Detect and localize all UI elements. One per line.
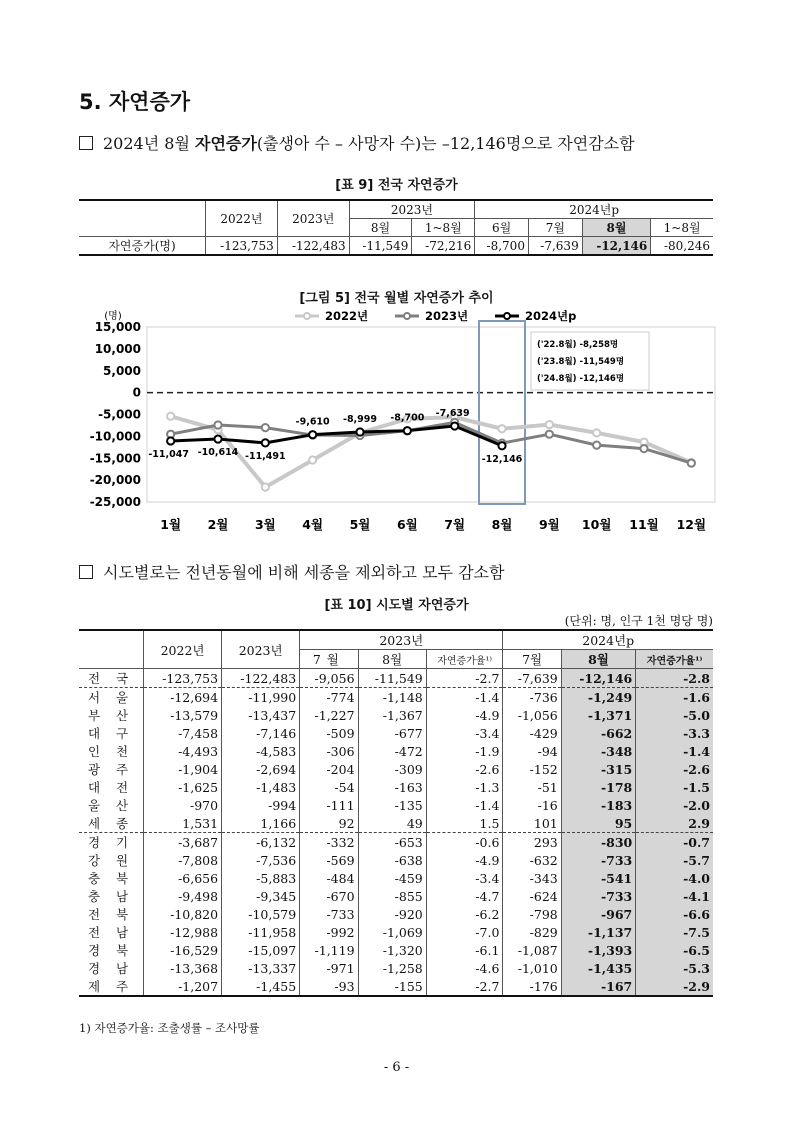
table10-cell: 2.9: [636, 814, 713, 833]
table10-cell: 49: [358, 814, 426, 833]
table10-cell: -1,371: [561, 706, 636, 724]
table10-cell: -16,529: [144, 941, 222, 959]
table10-cell: -7,639: [503, 669, 561, 688]
series-point-0: [167, 413, 174, 420]
table10-cell: -11,549: [358, 669, 426, 688]
table10-cell: -541: [561, 869, 636, 887]
x-tick-label: 2월: [207, 517, 229, 532]
table10-region: 충 남: [79, 887, 144, 905]
table10-region: 대 구: [79, 724, 144, 742]
table10: [79, 629, 713, 997]
table9-h-2024-grp: 2024년p: [475, 200, 713, 219]
series-point-1: [262, 424, 269, 431]
table10-cell: -429: [503, 724, 561, 742]
table10-region: 세 종: [79, 814, 144, 833]
data-label: -10,614: [197, 447, 239, 459]
table10-row: [79, 887, 713, 905]
series-point-2: [309, 431, 316, 438]
table10-cell: -733: [561, 851, 636, 869]
table10-cell: -0.6: [426, 833, 503, 852]
table10-cell: 1,166: [222, 814, 300, 833]
series-point-0: [593, 429, 600, 436]
table10-cell: -7.0: [426, 923, 503, 941]
table9-sub: 8월: [582, 219, 651, 237]
annotation-text: ('23.8월) -11,549명: [537, 357, 625, 367]
table10-cell: -178: [561, 778, 636, 796]
table10-cell: -4.6: [426, 959, 503, 977]
table10-cell: -7,146: [222, 724, 300, 742]
table10-row: [79, 833, 713, 852]
x-tick-label: 6월: [396, 517, 418, 532]
table10-row: [79, 869, 713, 887]
table10-cell: 1,531: [144, 814, 222, 833]
table10-cell: -1,148: [358, 688, 426, 707]
x-tick-label: 5월: [349, 517, 371, 532]
data-label: -7,639: [435, 408, 470, 420]
table10-cell: -5.0: [636, 706, 713, 724]
footnote: 1) 자연증가율: 조출생률 – 조사망률: [79, 1021, 260, 1035]
series-point-0: [498, 425, 505, 432]
table10-cell: -6.2: [426, 905, 503, 923]
y-axis-label: (명): [104, 311, 122, 322]
table10-cell: -798: [503, 905, 561, 923]
table10-cell: -7.5: [636, 923, 713, 941]
table10-region: 인 천: [79, 742, 144, 760]
table10-cell: -51: [503, 778, 561, 796]
table9-sub: 6월: [475, 219, 529, 237]
table10-region: 서 울: [79, 688, 144, 707]
table9-sub: 1~8월: [412, 219, 475, 237]
table10-cell: -1.4: [426, 688, 503, 707]
table10-region: 경 북: [79, 941, 144, 959]
table10-row: [79, 905, 713, 923]
table10-cell: -7,458: [144, 724, 222, 742]
table10-cell: -1,320: [358, 941, 426, 959]
table10-cell: -1,069: [358, 923, 426, 941]
table10-cell: -10,579: [222, 905, 300, 923]
table10-cell: -2.6: [636, 760, 713, 778]
table10-cell: -970: [144, 796, 222, 814]
table10-corner: [79, 630, 144, 669]
table10-cell: -632: [503, 851, 561, 869]
table10-cell: -4.1: [636, 887, 713, 905]
series-point-2: [404, 427, 411, 434]
table10-cell: -920: [358, 905, 426, 923]
table10-cell: 1.5: [426, 814, 503, 833]
table10-cell: -7,536: [222, 851, 300, 869]
table10-cell: -9,345: [222, 887, 300, 905]
table10-cell: -1,207: [144, 977, 222, 996]
table10-region: 전 북: [79, 905, 144, 923]
table10-cell: -12,146: [561, 669, 636, 688]
table10-region: 경 기: [79, 833, 144, 852]
table10-cell: -6.5: [636, 941, 713, 959]
table10-cell: 293: [503, 833, 561, 852]
y-tick-label: -5,000: [98, 407, 141, 422]
table10-cell: -2,694: [222, 760, 300, 778]
table10-cell: -204: [300, 760, 358, 778]
table10-cell: -994: [222, 796, 300, 814]
series-point-1: [593, 442, 600, 449]
table10-cell: -733: [561, 887, 636, 905]
table10-cell: -12,988: [144, 923, 222, 941]
table10-cell: -13,337: [222, 959, 300, 977]
table10-cell: -183: [561, 796, 636, 814]
legend-label: 2023년: [425, 309, 469, 323]
table10-region: 대 전: [79, 778, 144, 796]
table9-cell: -8,700: [475, 237, 529, 256]
legend-marker: [504, 313, 510, 319]
table10-cell: -332: [300, 833, 358, 852]
table10-cell: -6,656: [144, 869, 222, 887]
table9-sub: 8월: [349, 219, 412, 237]
table10-region: 전 남: [79, 923, 144, 941]
table10-cell: -1.4: [636, 742, 713, 760]
table10-cell: -13,579: [144, 706, 222, 724]
y-tick-label: 5,000: [103, 363, 141, 378]
table10-cell: -1,087: [503, 941, 561, 959]
x-tick-label: 1월: [160, 517, 182, 532]
table10-cell: -1,137: [561, 923, 636, 941]
table10-cell: -992: [300, 923, 358, 941]
table10-unit: (단위: 명, 인구 1천 명당 명): [564, 614, 713, 628]
table10-body: [79, 669, 713, 997]
table10-cell: -774: [300, 688, 358, 707]
table10-h-2024-grp: 2024년p: [503, 630, 713, 650]
table10-cell: -1.9: [426, 742, 503, 760]
table10-cell: -9,498: [144, 887, 222, 905]
summary-bullet-2: [79, 560, 504, 583]
table10-cell: -830: [561, 833, 636, 852]
table10-cell: -1,249: [561, 688, 636, 707]
x-tick-label: 11월: [629, 517, 659, 532]
table10-cell: -3.4: [426, 724, 503, 742]
table10-cell: -7,808: [144, 851, 222, 869]
table10-cell: -1,010: [503, 959, 561, 977]
table10-cell: -1.5: [636, 778, 713, 796]
table10-cell: -5,883: [222, 869, 300, 887]
annotation-text: ('22.8월) -8,258명: [537, 340, 619, 350]
table10-cell: -677: [358, 724, 426, 742]
figure5-caption: [그림 5] 전국 월별 자연증가 추이: [299, 291, 494, 306]
table10-cell: -736: [503, 688, 561, 707]
table10-cell: -3.3: [636, 724, 713, 742]
table10-row: [79, 724, 713, 742]
checkbox-square-icon: [79, 565, 93, 579]
table10-cell: -155: [358, 977, 426, 996]
data-label: -9,610: [295, 416, 330, 428]
table10-cell: -1,258: [358, 959, 426, 977]
table10-row: [79, 851, 713, 869]
table9-cell: -122,483: [277, 237, 349, 256]
table10-region: 강 원: [79, 851, 144, 869]
x-tick-label: 3월: [254, 517, 276, 532]
series-point-2: [167, 437, 174, 444]
table10-cell: -3.4: [426, 869, 503, 887]
summary-bullet-1: [79, 131, 635, 154]
table10-cell: -1,393: [561, 941, 636, 959]
series-point-0: [262, 484, 269, 491]
table10-cell: -1,056: [503, 706, 561, 724]
table10-cell: 95: [561, 814, 636, 833]
table9-cell: -11,549: [349, 237, 412, 256]
series-point-1: [688, 459, 695, 466]
table10-cell: -11,958: [222, 923, 300, 941]
table10-cell: -11,990: [222, 688, 300, 707]
table10-cell: 101: [503, 814, 561, 833]
section-title: 5. 자연증가: [79, 90, 191, 114]
checkbox-square-icon: [79, 136, 93, 150]
table10-cell: -4.7: [426, 887, 503, 905]
bullet1-rest: (출생아 수 – 사망자 수)는 –12,146명으로 자연감소함: [256, 134, 635, 153]
table9-row-label: 자연증가(명): [79, 237, 206, 256]
table10-cell: -733: [300, 905, 358, 923]
y-tick-label: -20,000: [89, 473, 141, 488]
table9-cell: -12,146: [582, 237, 651, 256]
table10-row: [79, 760, 713, 778]
table10-sub: 자연증가율¹⁾: [636, 650, 713, 669]
bullet2-text: 시도별로는 전년동월에 비해 세종을 제외하고 모두 감소함: [103, 563, 505, 582]
table10-row: [79, 941, 713, 959]
table10-h-2022: 2022년: [144, 630, 222, 669]
data-label: -8,999: [343, 413, 377, 425]
x-tick-label: 12월: [676, 517, 707, 532]
table10-region: 경 남: [79, 959, 144, 977]
table10-cell: -176: [503, 977, 561, 996]
table10-cell: -122,483: [222, 669, 300, 688]
table9-cell: -80,246: [651, 237, 713, 256]
table10-cell: -4,583: [222, 742, 300, 760]
table10-region: 부 산: [79, 706, 144, 724]
table10-cell: -653: [358, 833, 426, 852]
table10-cell: -309: [358, 760, 426, 778]
bullet1-bold: 자연증가: [194, 134, 257, 153]
series-point-0: [546, 421, 553, 428]
series-point-2: [214, 435, 221, 442]
table10-cell: -1,483: [222, 778, 300, 796]
legend-marker: [304, 313, 310, 319]
table10-cell: -4.9: [426, 706, 503, 724]
table10-cell: -2.9: [636, 977, 713, 996]
table10-cell: -1.3: [426, 778, 503, 796]
table10-cell: -4,493: [144, 742, 222, 760]
table10-cell: -1,904: [144, 760, 222, 778]
table10-cell: -167: [561, 977, 636, 996]
table10-row: [79, 923, 713, 941]
table10-cell: -5.3: [636, 959, 713, 977]
table10-cell: -343: [503, 869, 561, 887]
table10-cell: -1,625: [144, 778, 222, 796]
table10-cell: -638: [358, 851, 426, 869]
legend-marker: [404, 313, 410, 319]
x-tick-label: 9월: [538, 517, 560, 532]
table9-h-2023: 2023년: [277, 200, 349, 237]
y-tick-label: 0: [132, 385, 141, 400]
annotation-text: ('24.8월) -12,146명: [537, 374, 625, 384]
table10-cell: -315: [561, 760, 636, 778]
table10-cell: -111: [300, 796, 358, 814]
table10-cell: -348: [561, 742, 636, 760]
table10-cell: -2.8: [636, 669, 713, 688]
table10-h-2023-grp: 2023년: [300, 630, 503, 650]
table10-cell: -135: [358, 796, 426, 814]
x-tick-label: 10월: [581, 517, 612, 532]
table10-cell: -624: [503, 887, 561, 905]
table9-caption: [표 9] 전국 자연증가: [335, 178, 458, 193]
table10-cell: -4.9: [426, 851, 503, 869]
table9-h-2022: 2022년: [206, 200, 278, 237]
table10-caption: [표 10] 시도별 자연증가: [324, 598, 469, 613]
table10-cell: -2.6: [426, 760, 503, 778]
table10-cell: -16: [503, 796, 561, 814]
table10-row: [79, 669, 713, 688]
table10-row: [79, 796, 713, 814]
legend-label: 2022년: [325, 309, 369, 323]
chart-svg: [75, 305, 720, 540]
table10-row: [79, 706, 713, 724]
legend-label: 2024년p: [525, 309, 577, 323]
table10-row: [79, 959, 713, 977]
table10-cell: -5.7: [636, 851, 713, 869]
table10-cell: -855: [358, 887, 426, 905]
x-tick-label: 8월: [491, 517, 513, 532]
table10-sub: 7월: [503, 650, 561, 669]
table10-cell: -15,097: [222, 941, 300, 959]
table10-cell: -3,687: [144, 833, 222, 852]
table10-row: [79, 688, 713, 707]
table10-cell: -1,227: [300, 706, 358, 724]
series-point-1: [640, 445, 647, 452]
table10-cell: -459: [358, 869, 426, 887]
table10-sub: 7월: [300, 650, 358, 669]
table10-cell: -12,694: [144, 688, 222, 707]
table10-sub: 자연증가율¹⁾: [426, 650, 503, 669]
table10-cell: -9,056: [300, 669, 358, 688]
table10-cell: -306: [300, 742, 358, 760]
y-tick-label: -25,000: [89, 495, 141, 509]
table10-region: 울 산: [79, 796, 144, 814]
series-point-1: [546, 431, 553, 438]
table10-row: [79, 778, 713, 796]
series-point-2: [262, 439, 269, 446]
y-tick-label: 15,000: [94, 320, 141, 334]
y-tick-label: -10,000: [89, 429, 141, 444]
table10-cell: -971: [300, 959, 358, 977]
table10-cell: -123,753: [144, 669, 222, 688]
table10-cell: -1,119: [300, 941, 358, 959]
table10-row: [79, 814, 713, 833]
line-chart: [75, 305, 720, 540]
table10-cell: -4.0: [636, 869, 713, 887]
table10-row: [79, 742, 713, 760]
table10-cell: -6,132: [222, 833, 300, 852]
table10-cell: -0.7: [636, 833, 713, 852]
page-number: - 6 -: [383, 1060, 410, 1075]
series-point-0: [309, 456, 316, 463]
table9-cell: -123,753: [206, 237, 278, 256]
table9-cell: -7,639: [528, 237, 582, 256]
table10-cell: -472: [358, 742, 426, 760]
series-point-2: [451, 422, 458, 429]
table10-cell: -6.6: [636, 905, 713, 923]
table9-cell: -72,216: [412, 237, 475, 256]
table9-sub: 1~8월: [651, 219, 713, 237]
table10-sub: 8월: [561, 650, 636, 669]
table10-cell: -662: [561, 724, 636, 742]
table10-cell: -6.1: [426, 941, 503, 959]
table10-region: 제 주: [79, 977, 144, 996]
y-tick-label: 10,000: [94, 341, 141, 356]
table10-cell: -484: [300, 869, 358, 887]
data-label: -11,047: [148, 448, 189, 460]
table10-cell: -967: [561, 905, 636, 923]
table9-h-2023-grp: 2023년: [349, 200, 475, 219]
table10-region: 충 북: [79, 869, 144, 887]
table10-h-2023: 2023년: [222, 630, 300, 669]
series-point-2: [356, 428, 363, 435]
x-tick-label: 4월: [302, 517, 324, 532]
table10-cell: -569: [300, 851, 358, 869]
table10-cell: -1,435: [561, 959, 636, 977]
table10-cell: -10,820: [144, 905, 222, 923]
data-label: -11,491: [245, 450, 286, 462]
table10-cell: -93: [300, 977, 358, 996]
table10-cell: -1,367: [358, 706, 426, 724]
table10-cell: -1,455: [222, 977, 300, 996]
table10-cell: -829: [503, 923, 561, 941]
table10-cell: -163: [358, 778, 426, 796]
table9: [79, 199, 713, 256]
table10-cell: 92: [300, 814, 358, 833]
table10-cell: -1.6: [636, 688, 713, 707]
y-tick-label: -15,000: [89, 451, 141, 466]
table10-cell: -509: [300, 724, 358, 742]
table10-cell: -152: [503, 760, 561, 778]
data-label: -8,700: [390, 412, 425, 424]
data-label: -12,146: [481, 453, 523, 465]
table10-sub: 8월: [358, 650, 426, 669]
table10-cell: -2.0: [636, 796, 713, 814]
table10-cell: -13,437: [222, 706, 300, 724]
bullet1-prefix: 2024년 8월: [103, 134, 195, 153]
series-point-2: [498, 442, 505, 449]
table10-cell: -1.4: [426, 796, 503, 814]
table10-region: 전 국: [79, 669, 144, 688]
table10-cell: -670: [300, 887, 358, 905]
series-point-1: [214, 421, 221, 428]
table10-cell: -2.7: [426, 669, 503, 688]
table10-cell: -2.7: [426, 977, 503, 996]
table9-corner: [79, 200, 206, 237]
x-tick-label: 7월: [444, 517, 466, 532]
table10-cell: -13,368: [144, 959, 222, 977]
table9-sub: 7월: [528, 219, 582, 237]
table10-region: 광 주: [79, 760, 144, 778]
table10-cell: -54: [300, 778, 358, 796]
table10-cell: -94: [503, 742, 561, 760]
table10-row: [79, 977, 713, 996]
